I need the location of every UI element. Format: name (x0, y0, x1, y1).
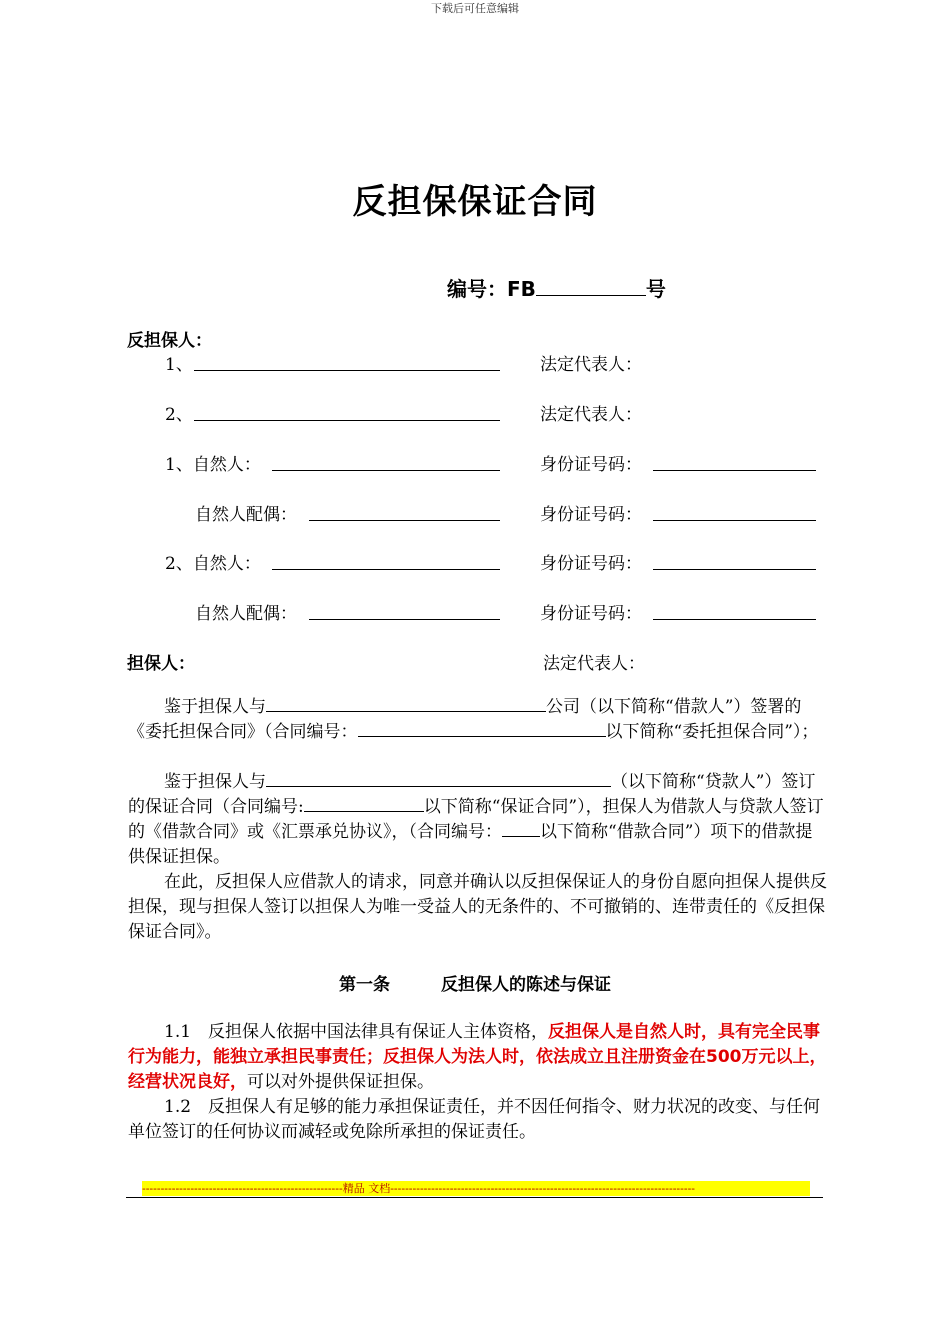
footer-rule (126, 1197, 823, 1198)
clause-1-2-text: 反担保人有足够的能力承担保证责任，并不因任何指令、财力状况的改变、与任何单位签订的任何协议而减轻或免除所承担的保证责任。 (128, 1097, 821, 1142)
cg-row-3-left: 1、自然人： (165, 455, 261, 475)
article-1-heading (0, 970, 950, 995)
cg-row-1-right: 法定代表人： (540, 355, 642, 375)
article-1-title: 反担保人的陈述与保证 (441, 975, 611, 995)
cg-row-5-id-blank (653, 569, 816, 570)
recital-2-b: （以下简称“贷款人”）签订的保证合同（合同编号: (128, 772, 816, 817)
clause-1-1-number: 1.1 (164, 1022, 192, 1042)
recital-2 (128, 770, 828, 870)
cg-row-4-right: 身份证号码： (540, 505, 642, 525)
cg-row-3-blank (272, 470, 500, 471)
contract-number-suffix: 号 (645, 277, 666, 301)
recital-1-a: 鉴于担保人与 (164, 697, 266, 717)
cg-row-6-left: 自然人配偶： (195, 604, 297, 624)
counter-guarantor-heading: 反担保人： (127, 331, 212, 351)
recital-1-blank-2 (358, 720, 606, 737)
clause-1-1-text-b: 可以对外提供保证担保。 (247, 1072, 434, 1092)
contract-number-blank (536, 277, 646, 296)
cg-row-4-blank (309, 520, 500, 521)
cg-row-6-right: 身份证号码： (540, 604, 642, 624)
clause-1-2 (128, 1095, 828, 1145)
cg-row-6-blank (309, 619, 500, 620)
clause-1-1-highlight: 反担保人是自然人时，具有完全民事行为能力，能独立承担民事责任；反担保人为法人时，依法成立且注册资金在500万元以上，经营状况良好， (128, 1022, 827, 1092)
header-note: 下载后可任意编辑 (431, 2, 519, 15)
cg-row-6-id-blank (653, 619, 816, 620)
recital-2-blank-3 (502, 820, 540, 837)
contract-number-prefix: 编号：FB (447, 277, 536, 301)
cg-row-5-right: 身份证号码： (540, 554, 642, 574)
footer-banner (142, 1181, 810, 1196)
cg-row-3-id-blank (653, 470, 816, 471)
cg-row-5-blank (272, 569, 500, 570)
footer-dashes-left: ------------------------------------------------------ (142, 1182, 343, 1195)
clause-1-1-text-a: 反担保人依据中国法律具有保证人主体资格， (208, 1022, 549, 1042)
recital-1-blank-1 (266, 695, 546, 712)
recital-2-blank-1 (266, 770, 611, 787)
guarantor-rep-label: 法定代表人： (543, 654, 645, 674)
cg-row-5-left: 2、自然人： (165, 554, 261, 574)
recital-1-b: 公司（以下简称“借款人”）签署的《委托担保合同》（合同编号： (128, 697, 802, 742)
cg-row-3-right: 身份证号码： (540, 455, 642, 475)
recital-3 (128, 870, 828, 945)
footer-text: 精品 文档 (342, 1182, 391, 1195)
cg-row-2-left: 2、 (165, 405, 193, 425)
recital-2-blank-2 (304, 795, 424, 812)
guarantor-label: 担保人： (127, 654, 195, 674)
recital-2-a: 鉴于担保人与 (164, 772, 266, 792)
recital-2-d: 以下简称“借款合同”）项下的借款提供保证担保。 (128, 822, 813, 867)
clause-1-1 (128, 1020, 828, 1095)
recital-1-c: 以下简称“委托担保合同”）； (605, 722, 819, 742)
cg-row-1-left: 1、 (165, 355, 193, 375)
document-title: 反担保保证合同 (352, 182, 598, 222)
cg-row-4-left: 自然人配偶： (195, 505, 297, 525)
cg-row-2-right: 法定代表人： (540, 405, 642, 425)
clause-1-2-number: 1.2 (164, 1097, 192, 1117)
footer-dashes-right: ---------------------------------------------------------------------------------- (390, 1182, 695, 1195)
recital-3-text: 在此，反担保人应借款人的请求，同意并确认以反担保保证人的身份自愿向担保人提供反担保，现与担保人签订以担保人为唯一受益人的无条件的、不可撤销的、连带责任的《反担保保证合同》。 (128, 872, 827, 942)
article-1-number: 第一条 (339, 975, 390, 995)
contract-number (447, 273, 666, 302)
recital-2-c: 以下简称“保证合同”），担保人为借款人与贷款人签订的《借款合同》或《汇票承兑协议》，（合同编号： (128, 797, 824, 842)
cg-row-2-blank (194, 420, 500, 421)
cg-row-4-id-blank (653, 520, 816, 521)
recital-1 (128, 695, 828, 745)
cg-row-1-blank (194, 370, 500, 371)
